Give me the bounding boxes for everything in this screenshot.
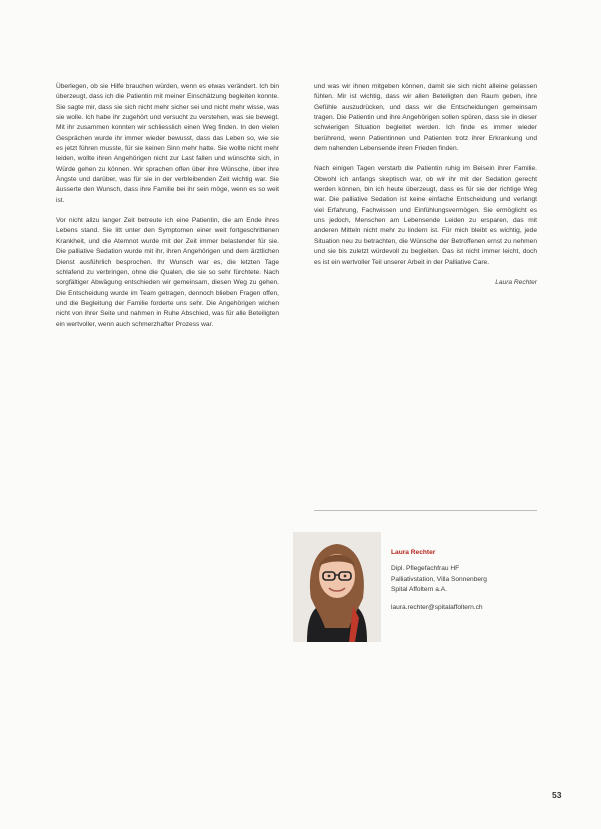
author-name: Laura Rechter bbox=[391, 549, 436, 556]
article-paragraph: Vor nicht allzu langer Zeit betreute ich eine Patientin, die am Ende ihres Lebens stand. Sie litt unter den Symptomen einer weit fortgeschrittenen Krankheit, und die Atemnot wurde mit der Zeit immer belastender für sie. Die palliative Sedation wurde mit ihr, ihren Angehörigen und dem ärztlichen Dienst ausführlich besprochen. Ihr Wunsch war es, die letzten Tage schlafend zu verbringen, ohne die Qualen, die sie so sehr fürchtete. Nach sorgfältiger Abwägung entschieden wir gemeinsam, diesen Weg zu gehen. Die Entscheidung wurde im Team getragen, dennoch blieben Fragen offen, und die Begleitung der Familie forderte uns sehr. Die Angehörigen wichen nicht von ihrer Seite und nahmen in Ruhe Abschied, was für alle Beteiligten ein wertvoller, wenn auch schmerzhafter Prozess war. bbox=[56, 217, 279, 328]
article-left-column bbox=[56, 82, 279, 340]
article-paragraph: und was wir ihnen mitgeben können, damit sie sich nicht alleine gelassen fühlen. Mir ist wichtig, dass wir allen Beteiligten den Raum geben, ihre Gefühle auszudrücken, und dass wir die Entscheidungen gemeinsam tragen. Die Patientin und ihre Angehörigen sollen spüren, dass sie in dieser schwierigen Situation begleitet werden. Ich finde es immer wieder berührend, wenn Patientinnen und Patienten trotz ihrer Erkrankung und dem nahenden Lebensende ihren Frieden finden. bbox=[314, 83, 537, 153]
author-hospital: Spital Affoltern a.A. bbox=[391, 586, 447, 594]
author-bio bbox=[391, 548, 541, 614]
divider bbox=[314, 510, 537, 511]
article-paragraph: Nach einigen Tagen verstarb die Patientin ruhig im Beisein ihrer Familie. Obwohl ich anfangs skeptisch war, ob wir ihr mit der Sedation gerecht werden können, bin ich heute überzeugt, dass es für sie der richtige Weg war. Die palliative Sedation ist keine einfache Entscheidung und verlangt viel Erfahrung, Fachwissen und Einfühlungsvermögen. Sie ermöglicht es uns jedoch, Menschen am Lebensende Leiden zu ersparen, das mit anderen Mitteln nicht mehr zu lindern ist. Für mich bleibt es wichtig, jede Situation neu zu betrachten, die Wünsche der Betroffenen ernst zu nehmen und sie bis zuletzt würdevoll zu begleiten. Das ist nicht immer leicht, doch es ist ein wertvoller Teil unserer Arbeit in der Palliative Care. bbox=[314, 165, 537, 266]
author-portrait-image bbox=[293, 532, 381, 642]
author-ward: Palliativstation, Villa Sonnenberg bbox=[391, 575, 487, 583]
author-title: Dipl. Pflegefachfrau HF bbox=[391, 565, 460, 573]
page-number: 53 bbox=[552, 790, 562, 800]
author-photo bbox=[293, 532, 381, 642]
author-email: laura.rechter@spitalaffoltern.ch bbox=[391, 604, 483, 612]
article-paragraph: Überlegen, ob sie Hilfe brauchen würden, wenn es etwas verändert. Ich bin überzeugt, dass ich die Patientin mit meiner Einschätzung begleiten konnte. Sie sagte mir, dass sie sich nicht mehr sicher sei und nicht mehr wisse, was sie wolle. Ich habe ihr zugehört und versucht zu verstehen, was sie bewegt. Mit ihr zusammen konnten wir schliesslich einen Weg finden. In den vielen Gesprächen wurde ihr immer wieder bewusst, dass das Leben so, wie sie es jetzt führen musste, für sie keinen Sinn mehr hatte. Sie wollte nicht mehr leiden, wollte ihren Angehörigen nicht zur Last fallen und wünschte sich, in Würde gehen zu können. Wir sprachen offen über ihre Wünsche, über ihre Ängste und darüber, was für sie in der verbleibenden Zeit wichtig war. Sie äusserte den Wunsch, dass ihre Familie bei ihr sein möge, wenn es so weit ist. bbox=[56, 83, 279, 204]
article-right-column bbox=[314, 82, 537, 288]
author-signature: Laura Rechter bbox=[495, 278, 537, 286]
